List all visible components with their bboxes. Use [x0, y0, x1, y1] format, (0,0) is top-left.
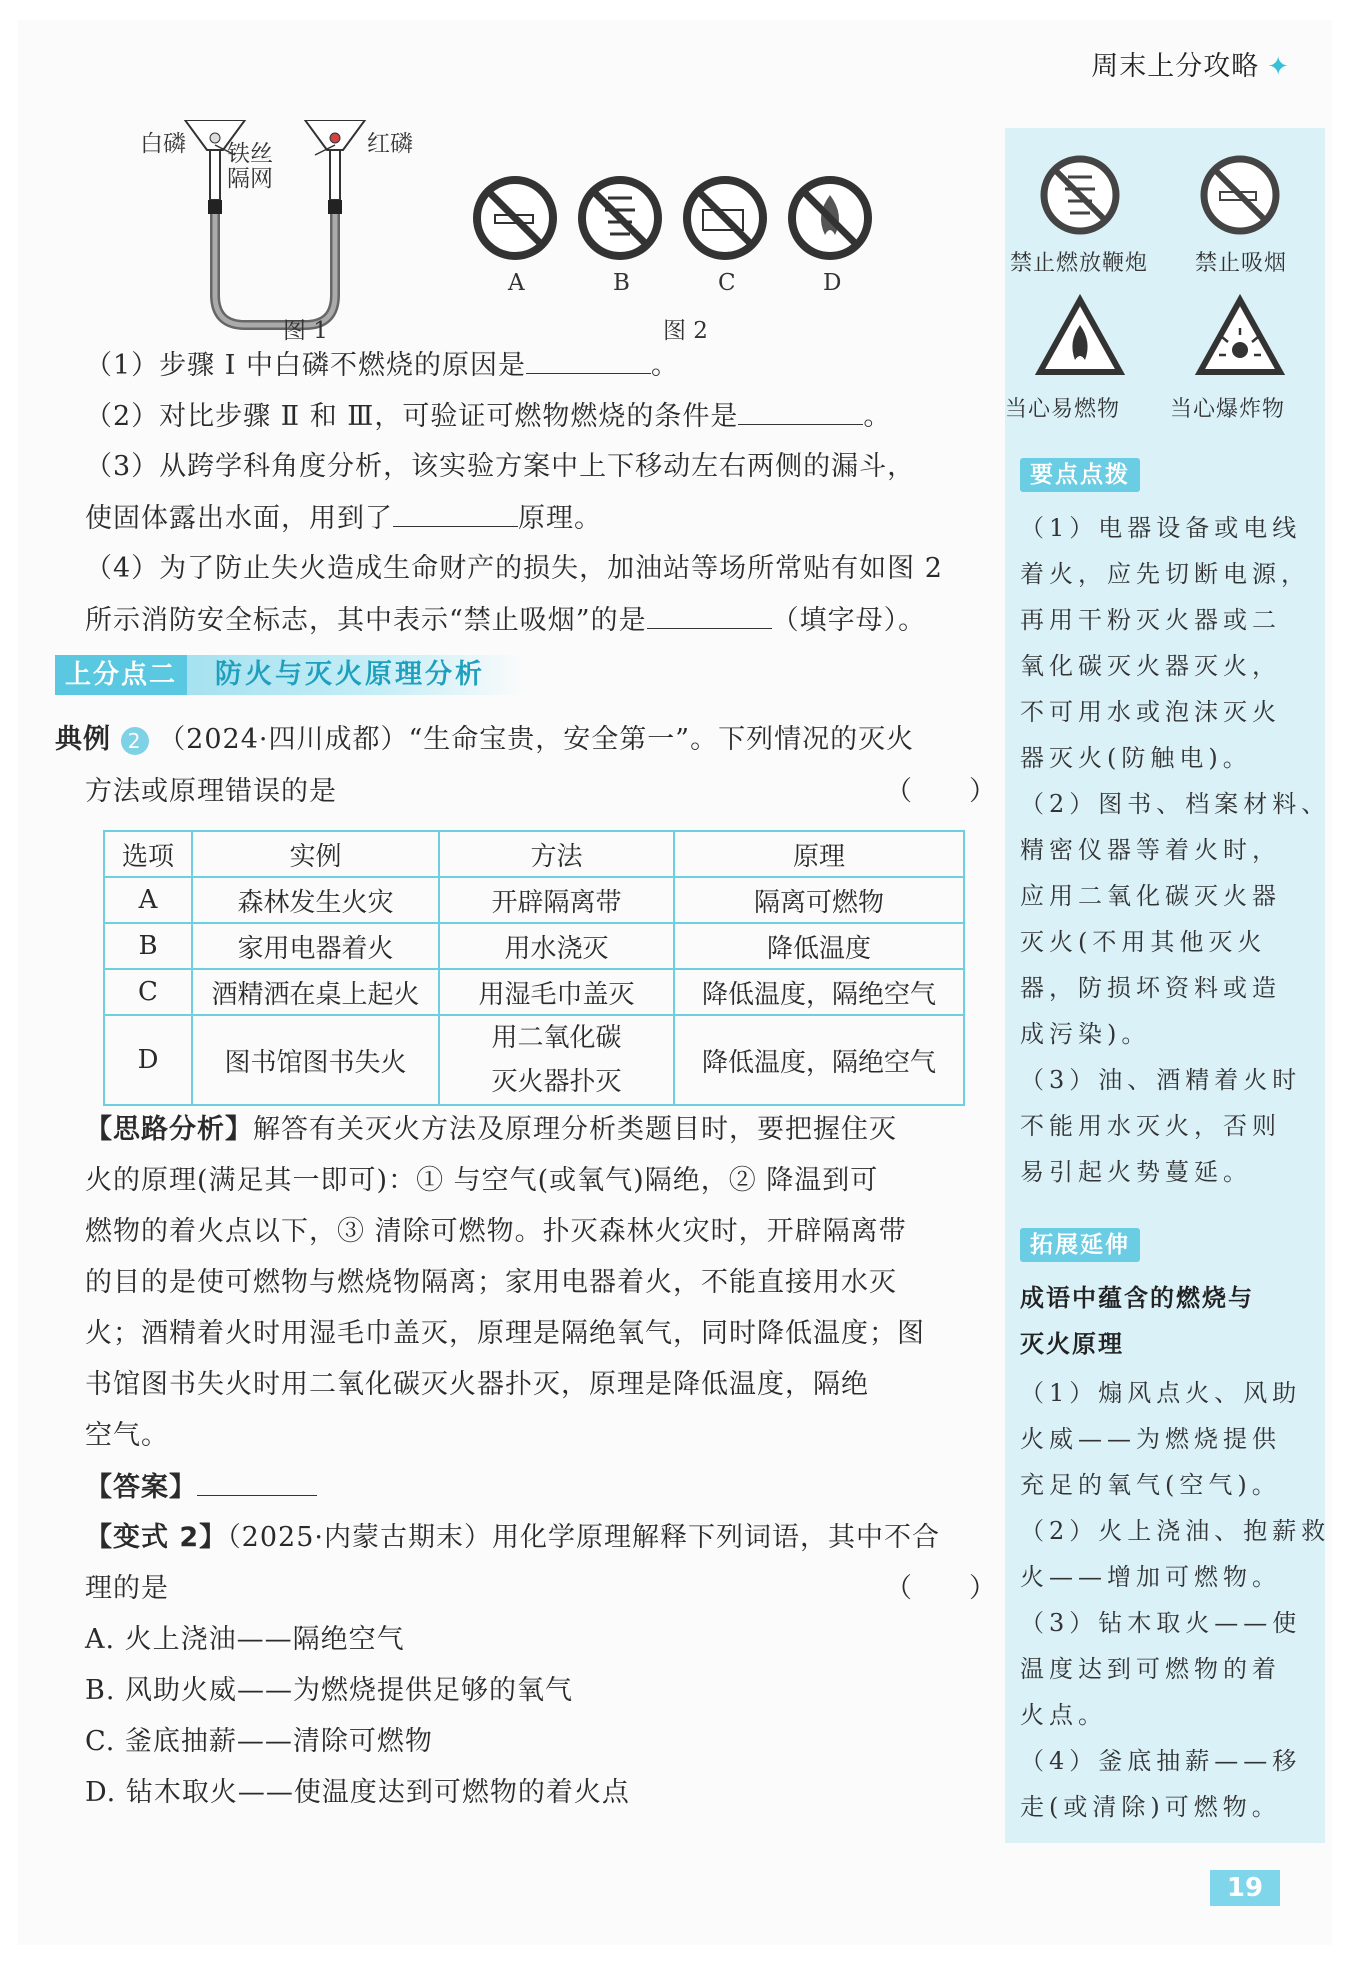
header-title: 周末上分攻略: [1091, 51, 1260, 82]
tip-line: （2）图书、档案材料、: [1020, 790, 1331, 818]
extension-line: 充足的氧气(空气)。: [1020, 1471, 1281, 1499]
answer-blank-example[interactable]: [197, 1467, 317, 1496]
figure-1-caption: 图 1: [283, 318, 328, 344]
answer-line: [85, 1467, 317, 1508]
example-line-1: 典例 2 （2024·四川成都）“生命宝贵，安全第一”。下列情况的灭火: [55, 724, 915, 755]
explosive-warning-icon: [1200, 300, 1280, 372]
figure-1-apparatus: [140, 120, 435, 340]
sign-letter-b: B: [613, 270, 630, 296]
question-4-line-2: 所示消防安全标志，其中表示“禁止吸烟”的是 （填字母）。: [85, 600, 926, 641]
figure-2-caption: 图 2: [663, 318, 708, 344]
table-header-cell: 选项: [104, 831, 192, 877]
analysis-line-5: 火；酒精着火时用湿毛巾盖灭，原理是隔绝氧气，同时降低温度；图: [85, 1318, 925, 1349]
analysis-line-2: 火的原理(满足其一即可)：① 与空气(或氧气)隔绝，② 降温到可: [85, 1165, 879, 1196]
table-header-cell: 实例: [192, 831, 439, 877]
extension-title-1: 成语中蕴含的燃烧与: [1020, 1284, 1254, 1312]
label-white-phosphorus: 白磷: [140, 131, 186, 157]
table-row: A 森林发生火灾 开辟隔离带 隔离可燃物: [104, 877, 964, 923]
table-row: D 图书馆图书失火 用二氧化碳 灭火器扑灭 降低温度，隔绝空气: [104, 1015, 964, 1105]
star-icon: ✦: [1267, 52, 1290, 82]
answer-blank-4[interactable]: [647, 600, 772, 629]
tip-line: 着火，应先切断电源，: [1020, 560, 1310, 588]
tip-line: 再用干粉灭火器或二: [1020, 606, 1281, 634]
variant-line-1: 【变式 2】（2025·内蒙古期末）用化学原理解释下列词语，其中不合: [85, 1522, 940, 1553]
tip-line: 应用二氧化碳灭火器: [1020, 882, 1281, 910]
variant-option-d: D. 钻木取火——使温度达到可燃物的着火点: [85, 1777, 630, 1808]
variant-option-a: A. 火上浇油——隔绝空气: [85, 1624, 405, 1655]
analysis-line-4: 的目的是使可燃物与燃烧物隔离；家用电器着火，不能直接用水灭: [85, 1267, 897, 1298]
page-number: 19: [1210, 1870, 1280, 1906]
tip-line: （3）油、酒精着火时: [1020, 1066, 1302, 1094]
tip-line: （1）电器设备或电线: [1020, 514, 1302, 542]
table-row: B 家用电器着火 用水浇灭 降低温度: [104, 923, 964, 969]
analysis-label: 【思路分析】: [85, 1114, 253, 1145]
sign-letter-c: C: [718, 270, 736, 296]
label-mesh: 隔网: [227, 166, 273, 192]
extension-line: 温度达到可燃物的着: [1020, 1655, 1281, 1683]
tip-line: 灭火(不用其他灭火: [1020, 928, 1267, 956]
variant-line-2: 理的是: [85, 1573, 169, 1604]
sign-label-flammable: 当心易燃物: [1005, 397, 1121, 422]
analysis-line-6: 书馆图书失火时用二氧化碳灭火器扑灭，原理是降低温度，隔绝: [85, 1369, 869, 1400]
extension-line: （1）煽风点火、风助: [1020, 1379, 1302, 1407]
extension-line: （3）钻木取火——使: [1020, 1609, 1302, 1637]
question-3-line-2: 使固体露出水面，用到了 原理。: [85, 498, 602, 539]
options-table: [103, 830, 965, 1106]
variant-answer-paren[interactable]: （ ）: [885, 1573, 997, 1604]
example-answer-paren[interactable]: （ ）: [885, 776, 997, 807]
no-smoking-icon: [477, 180, 553, 256]
analysis-line-7: 空气。: [85, 1420, 169, 1451]
tips-tag: 要点点拨: [1020, 458, 1140, 492]
question-4-line-1: （4）为了防止失火造成生命财产的损失，加油站等场所常贴有如图 2: [85, 553, 943, 584]
page-header: [1091, 44, 1290, 83]
no-firecrackers-icon: [582, 180, 658, 256]
question-2: （2）对比步骤 Ⅱ 和 Ⅲ，可验证可燃物燃烧的条件是 。: [85, 396, 891, 437]
extension-line: （4）釜底抽薪——移: [1020, 1747, 1302, 1775]
extension-line: 火点。: [1020, 1701, 1107, 1729]
tip-line: 氧化碳灭火器灭火，: [1020, 652, 1281, 680]
answer-label: 【答案】: [85, 1472, 197, 1503]
question-1: （1）步骤 Ⅰ 中白磷不燃烧的原因是 。: [85, 345, 679, 386]
extension-tag: 拓展延伸: [1020, 1228, 1140, 1262]
tip-line: 成污染)。: [1020, 1020, 1151, 1048]
table-header-cell: 方法: [439, 831, 674, 877]
no-matches-icon: [687, 180, 763, 256]
extension-line: 火——增加可燃物。: [1020, 1563, 1281, 1591]
example-line-2: 方法或原理错误的是: [85, 776, 337, 807]
extension-line: （2）火上浇油、抱薪救: [1020, 1517, 1331, 1545]
prohibition-signs: [470, 170, 910, 270]
answer-blank-2[interactable]: [738, 396, 863, 425]
table-row: C 酒精洒在桌上起火 用湿毛巾盖灭 降低温度，隔绝空气: [104, 969, 964, 1015]
label-iron-wire: 铁丝: [227, 141, 273, 167]
extension-line: 火威——为燃烧提供: [1020, 1425, 1281, 1453]
tip-line: 易引起火势蔓延。: [1020, 1158, 1252, 1186]
variant-option-c: C. 釜底抽薪——清除可燃物: [85, 1726, 433, 1757]
variant-label: 【变式 2】: [85, 1522, 228, 1553]
flammable-warning-icon: [1040, 300, 1120, 372]
sign-label-firecrackers: 禁止燃放鞭炮: [1010, 251, 1149, 276]
tip-line: 不可用水或泡沫灭火: [1020, 698, 1281, 726]
sign-label-smoking: 禁止吸烟: [1195, 251, 1288, 276]
tip-line: 不能用水灭火，否则: [1020, 1112, 1281, 1140]
no-open-flame-icon: [792, 180, 868, 256]
table-header-row: [104, 831, 964, 877]
example-label: 典例: [55, 724, 111, 755]
answer-blank-3[interactable]: [393, 498, 518, 527]
tip-line: 器灭火(防触电)。: [1020, 744, 1252, 772]
answer-blank-1[interactable]: [526, 345, 651, 374]
table-header-cell: 原理: [674, 831, 964, 877]
analysis-line-3: 燃物的着火点以下，③ 清除可燃物。扑灭森林火灾时，开辟隔离带: [85, 1216, 907, 1247]
no-firecrackers-sign-icon: [1044, 159, 1116, 231]
example-number-badge: 2: [121, 727, 149, 755]
sign-label-explosive: 当心爆炸物: [1170, 397, 1286, 422]
variant-option-b: B. 风助火威——为燃烧提供足够的氧气: [85, 1675, 574, 1706]
sign-letter-d: D: [823, 270, 842, 296]
section-title: 防火与灭火原理分析: [215, 659, 485, 690]
tip-line: 精密仪器等着火时，: [1020, 836, 1281, 864]
question-3-line-1: （3）从跨学科角度分析，该实验方案中上下移动左右两侧的漏斗，: [85, 451, 916, 482]
no-smoking-sign-icon: [1204, 159, 1276, 231]
extension-line: 走(或清除)可燃物。: [1020, 1793, 1281, 1821]
analysis-line-1: 【思路分析】解答有关灭火方法及原理分析类题目时，要把握住灭: [85, 1114, 897, 1145]
label-red-phosphorus: 红磷: [367, 131, 413, 157]
extension-title-2: 灭火原理: [1020, 1330, 1124, 1358]
section-heading: [55, 655, 525, 695]
sign-letter-a: A: [508, 270, 525, 296]
section-tag: 上分点二: [55, 655, 187, 695]
tip-line: 器，防损坏资料或造: [1020, 974, 1281, 1002]
